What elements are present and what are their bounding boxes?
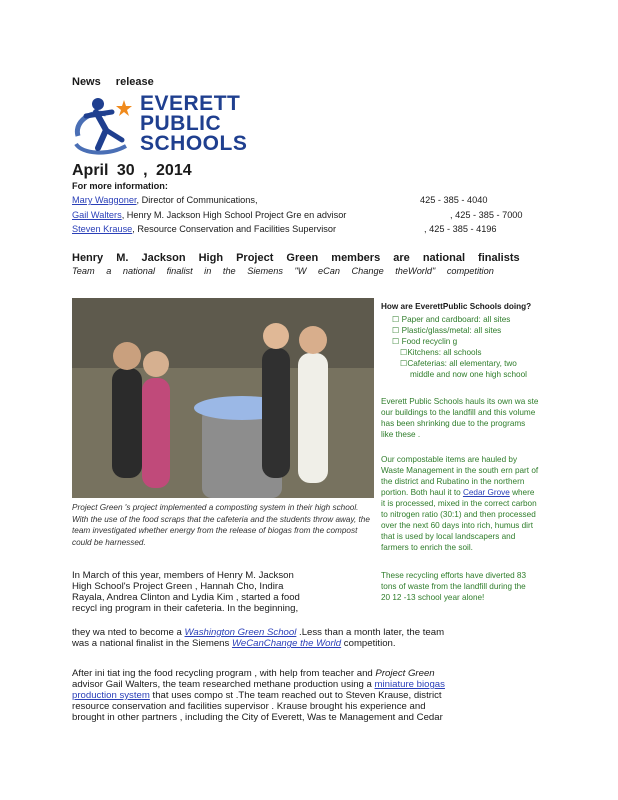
cedar-grove-link[interactable]: Cedar Grove [462, 488, 510, 497]
checkbox-bullet-icon: ☐ [392, 337, 402, 346]
contact-row [72, 210, 523, 221]
text-line: After ini tiat ing the food recycling program , with help from teacher and Project Green [72, 668, 435, 679]
contacts-label: For more information: [72, 181, 168, 191]
sidebar-title: How are EverettPublic Schools doing? [381, 302, 532, 311]
article-subhead: Team a national finalist in the Siemens "W eCan Change theWorld" competition [72, 266, 494, 276]
sidebar-sublist-item: ☐Cafeterias: all elementary, two [400, 359, 517, 368]
contact-phone: , 425 - 385 - 4196 [424, 224, 497, 234]
text-line: Rayala, Andrea Clinton and Lydia Kim , started a food [72, 592, 300, 603]
sidebar-paragraph-1: Everett Public Schools hauls its own wa ste our buildings to the landfill and this volume has been shrinking due to the programs like these . [381, 397, 539, 439]
contact-name-link[interactable]: Mary Waggoner [72, 195, 137, 205]
miniature-biogas-link[interactable]: miniature biogas [374, 679, 445, 690]
we-can-change-the-world-link[interactable]: WeCanChange the World [231, 638, 342, 649]
contact-role: , Director of Communications, [136, 195, 258, 205]
everett-public-schools-logo [72, 92, 262, 162]
text-line: resource conservation and facilities supervisor . Krause brought his experience and [72, 701, 426, 712]
release-date: April 30 , 2014 [72, 162, 192, 179]
sidebar-list [392, 314, 582, 380]
logo-line-2: PUBLIC [140, 112, 222, 135]
text-line: production system that uses compo st .The team reached out to Steven Krause, district [72, 690, 442, 701]
news-release-label: News release [72, 76, 154, 88]
checkbox-bullet-icon: ☐ [400, 359, 408, 368]
checkbox-bullet-icon: ☐ [392, 326, 402, 335]
students-recycling-photo [72, 298, 374, 498]
sidebar-list-item: ☐ Food recyclin g [392, 337, 458, 346]
sidebar-list-item: ☐ Plastic/glass/metal: all sites [392, 326, 502, 335]
contact-name-link[interactable]: Gail Walters [72, 210, 122, 220]
text-line: they wa nted to become a Washington Green School .Less than a month later, the team [72, 627, 445, 638]
contact-phone: 425 - 385 - 4040 [420, 195, 488, 205]
text-line: In March of this year, members of Henry M. Jackson [72, 570, 294, 581]
photo-illustration [72, 298, 374, 498]
sidebar-paragraph-2: Our compostable items are hauled by Waste Management in the south ern part of the district and Rubatino in the northern portion. Both haul it to Cedar Grove where it is processed, mixed in the correct carbon to nitrogen ratio (30:1) and then processed over the next 60 days into rich, humus dirt that is used by local landscapers and farmers to enrich the soil. [381, 455, 539, 552]
sidebar-sublist-item: middle and now one high school [410, 370, 527, 379]
contact-row [72, 195, 488, 206]
sidebar-list-item: ☐ Paper and cardboard: all sites [392, 315, 511, 324]
article-paragraph-1 [72, 570, 372, 614]
contact-row [72, 224, 497, 235]
text-line: was a national finalist in the Siemens WeCanChange the World competition. [72, 638, 396, 649]
article-paragraph-2 [72, 668, 542, 723]
contact-role: , Resource Conservation and Facilities Supervisor [132, 224, 337, 234]
sidebar-sublist-item: ☐Kitchens: all schools [400, 348, 482, 357]
running-figure-icon [72, 92, 142, 158]
checkbox-bullet-icon: ☐ [392, 315, 402, 324]
logo-line-1: EVERETT [140, 92, 241, 115]
article-paragraph-1-wide [72, 627, 542, 649]
article-headline: Henry M. Jackson High Project Green members are national finalists [72, 252, 520, 264]
sidebar-paragraph-3: These recycling efforts have diverted 83 tons of waste from the landfill during the 20 12 -13 school year alone! [381, 571, 527, 602]
checkbox-bullet-icon: ☐ [400, 348, 408, 357]
text-line: recycl ing program in their cafeteria. In the beginning, [72, 603, 299, 614]
text-line: advisor Gail Walters, the team researched methane production using a miniature biogas [72, 679, 445, 690]
washington-green-school-link[interactable]: Washington Green School [184, 627, 297, 638]
contact-name-link[interactable]: Steven Krause [72, 224, 133, 234]
text-line: brought in other partners , including the City of Everett, Was te Management and Cedar [72, 712, 443, 723]
contact-phone: , 425 - 385 - 7000 [450, 210, 523, 220]
contact-role: , Henry M. Jackson High School Project Gre en advisor [121, 210, 347, 220]
production-system-link[interactable]: production system [72, 690, 150, 701]
logo-line-3: SCHOOLS [140, 132, 248, 155]
text-line: High School's Project Green , Hannah Cho, Indira [72, 581, 284, 592]
photo-caption: Project Green 's project implemented a composting system in their high school. With the use of the food scraps that the cafeteria and the students throw away, the team investigated whether energy from the release of biogas from the compost could be harnessed. [72, 503, 370, 547]
